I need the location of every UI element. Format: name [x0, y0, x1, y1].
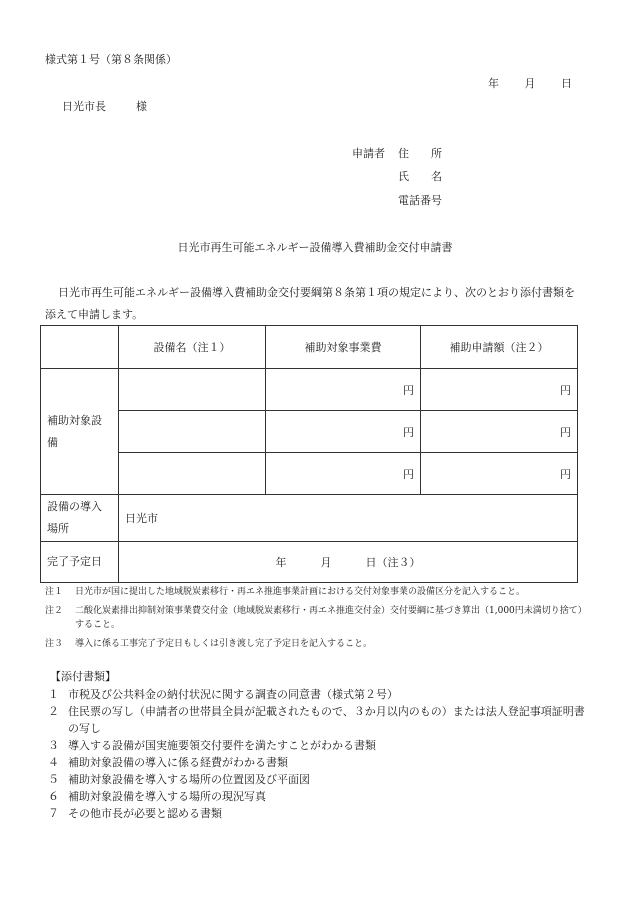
item-number: ４	[48, 756, 59, 769]
intro-paragraph: 日光市再生可能エネルギー設備導入費補助金交付要綱第８条第１項の規定により、次のとおり添付書類を添えて申請します。	[45, 286, 575, 321]
note-key: 注１	[45, 587, 64, 597]
equipment-name-cell-3[interactable]	[119, 453, 266, 495]
item-text: 補助対象設備の導入に係る経費がわかる書類	[68, 756, 288, 769]
equipment-table	[40, 325, 578, 583]
attachments-heading: 【添付書類】	[50, 670, 116, 683]
header-requested-amount: 補助申請額（注２）	[421, 326, 578, 369]
name-label-2: 名	[431, 170, 442, 183]
submission-date	[488, 75, 572, 91]
note-text: 日光市が国に提出した地域脱炭素移行・再エネ推進事業計画における交付対象事業の設備区分を記入すること。	[75, 587, 526, 597]
note-key: 注２	[45, 606, 64, 616]
table-corner	[41, 326, 119, 369]
attachments-list	[48, 686, 588, 822]
list-item	[48, 788, 588, 805]
eligible-cost-cell-2[interactable]: 円	[266, 411, 421, 453]
item-number: ３	[48, 739, 59, 752]
document-title: 日光市再生可能エネルギー設備導入費補助金交付申請書	[177, 241, 453, 254]
item-text: 市税及び公共料金の納付状況に関する調査の同意書（様式第２号）	[68, 688, 398, 701]
form-number: 様式第１号（第８条関係）	[45, 53, 177, 66]
address-label-2: 所	[431, 147, 442, 160]
date-day: 日	[561, 77, 572, 90]
requested-amount-cell-3[interactable]: 円	[421, 453, 578, 495]
note-item	[45, 604, 590, 632]
completion-date-cell[interactable]	[119, 542, 578, 583]
item-number: ２	[48, 705, 59, 718]
name-label-1: 氏	[398, 170, 409, 183]
requested-amount-cell-2[interactable]: 円	[421, 411, 578, 453]
item-number: ５	[48, 773, 59, 786]
list-item	[48, 805, 588, 822]
note-text: 導入に係る工事完了予定日もしくは引き渡し完了予定日を記入すること。	[75, 639, 373, 649]
date-month: 月	[524, 77, 536, 90]
name-label	[398, 168, 442, 184]
note-key: 注３	[45, 639, 64, 649]
equipment-name-cell-1[interactable]	[119, 369, 266, 411]
list-item	[48, 686, 588, 703]
item-text: 補助対象設備を導入する場所の現況写真	[68, 790, 266, 803]
note-text: 二酸化炭素排出抑制対策事業費交付金（地域脱炭素移行・再エネ推進交付金）交付要綱に基づき算出（1,000円未満切り捨て）すること。	[75, 606, 587, 630]
row-label-equipment: 補助対象設備	[41, 369, 119, 495]
date-year: 年	[488, 77, 499, 90]
note-item	[45, 585, 590, 599]
completion-label: 完了予定日	[41, 542, 119, 583]
applicant-label: 申請者	[352, 147, 385, 160]
list-item	[48, 754, 588, 771]
header-equipment-name: 設備名（注１）	[119, 326, 266, 369]
item-text: 導入する設備が国実施要領交付要件を満たすことがわかる書類	[68, 739, 376, 752]
completion-day: 日（注３）	[365, 556, 421, 569]
requested-amount-cell-1[interactable]: 円	[421, 369, 578, 411]
item-text: その他市長が必要と認める書類	[68, 807, 222, 820]
completion-year: 年	[275, 556, 287, 569]
header-eligible-cost: 補助対象事業費	[266, 326, 421, 369]
location-label: 設備の導入場所	[41, 495, 119, 542]
list-item	[48, 703, 588, 737]
addressee-name: 日光市長	[62, 100, 106, 113]
item-text: 住民票の写し（申請者の世帯員全員が記載されたもので、３か月以内のもの）または法人登記事項証明書の写し	[68, 705, 585, 735]
address-label-1: 住	[398, 147, 409, 160]
phone-label: 電話番号	[398, 194, 442, 207]
item-text: 補助対象設備を導入する場所の位置図及び平面図	[68, 773, 310, 786]
item-number: ６	[48, 790, 59, 803]
addressee	[62, 98, 147, 114]
list-item	[48, 737, 588, 754]
completion-month: 月	[320, 556, 332, 569]
eligible-cost-cell-3[interactable]: 円	[266, 453, 421, 495]
item-number: １	[48, 688, 59, 701]
item-number: ７	[48, 807, 59, 820]
address-label	[398, 145, 442, 161]
note-item	[45, 637, 590, 651]
location-value[interactable]: 日光市	[119, 495, 578, 542]
eligible-cost-cell-1[interactable]: 円	[266, 369, 421, 411]
equipment-name-cell-2[interactable]	[119, 411, 266, 453]
list-item	[48, 771, 588, 788]
honorific: 様	[136, 100, 147, 113]
notes-section	[45, 585, 590, 656]
